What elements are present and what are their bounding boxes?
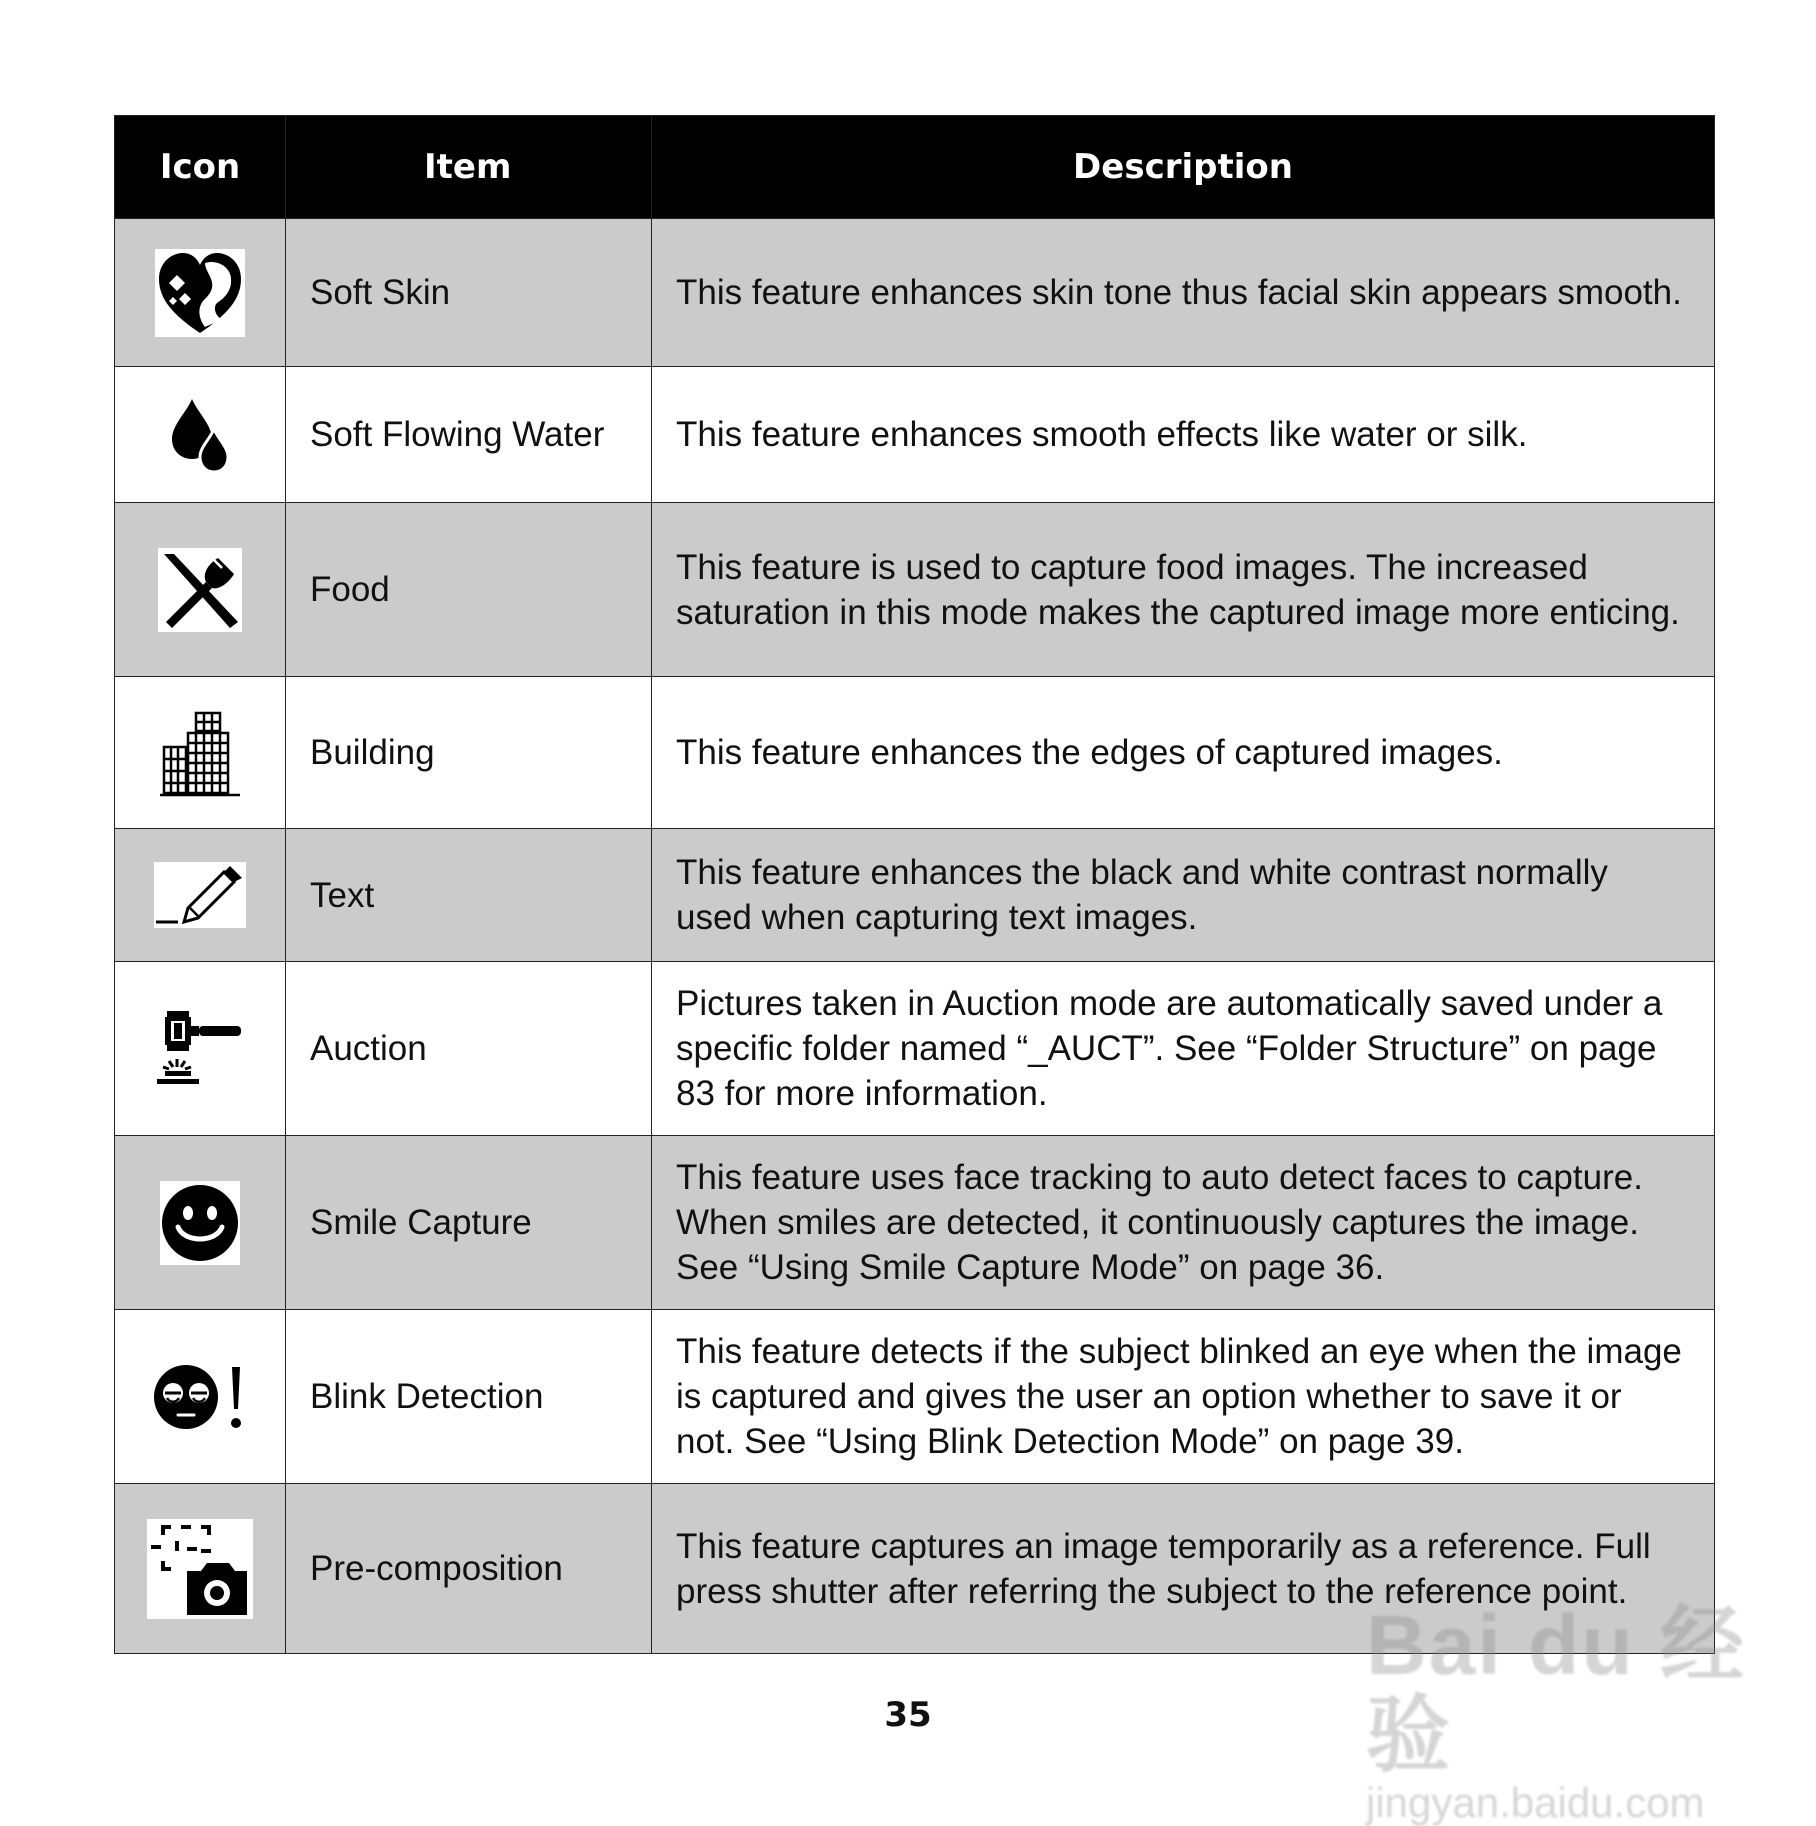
icon-cell <box>115 677 286 829</box>
description-cell: This feature enhances the black and white contrast normally used when capturing text images. <box>652 829 1715 962</box>
food-icon <box>158 548 242 632</box>
item-cell: Smile Capture <box>286 1136 652 1310</box>
description-cell: This feature enhances skin tone thus facial skin appears smooth. <box>652 219 1715 367</box>
table-row <box>115 1136 1715 1310</box>
item-cell: Pre-composition <box>286 1484 652 1654</box>
smile-icon <box>160 1181 240 1265</box>
table-row <box>115 829 1715 962</box>
watermark-logo: Bai du 经验 <box>1366 1598 1747 1782</box>
description-cell: This feature enhances the edges of captured images. <box>652 677 1715 829</box>
item-cell: Food <box>286 503 652 677</box>
table-row <box>115 503 1715 677</box>
icon-cell <box>115 1136 286 1310</box>
description-cell: This feature is used to capture food images. The increased saturation in this mode makes the captured image more enticing. <box>652 503 1715 677</box>
header-description: Description <box>652 116 1715 219</box>
header-icon: Icon <box>115 116 286 219</box>
icon-cell <box>115 219 286 367</box>
building-icon <box>158 709 242 797</box>
blink-detection-icon <box>152 1361 248 1433</box>
icon-cell <box>115 503 286 677</box>
page-number: 35 <box>884 1695 932 1735</box>
feature-table <box>114 115 1715 1654</box>
item-cell: Auction <box>286 962 652 1136</box>
table-row <box>115 677 1715 829</box>
header-item: Item <box>286 116 652 219</box>
auction-gavel-icon <box>155 1007 245 1091</box>
description-cell: This feature uses face tracking to auto detect faces to capture. When smiles are detected, it continuously captures the image. See “Using Smile Capture Mode” on page 36. <box>652 1136 1715 1310</box>
table-row <box>115 219 1715 367</box>
item-cell: Soft Flowing Water <box>286 367 652 503</box>
icon-cell <box>115 1484 286 1654</box>
icon-cell <box>115 962 286 1136</box>
table-row <box>115 1484 1715 1654</box>
pre-composition-icon <box>147 1519 253 1619</box>
icon-cell <box>115 367 286 503</box>
description-cell: This feature detects if the subject blinked an eye when the image is captured and gives the user an option whether to save it or not. See “Using Blink Detection Mode” on page 39. <box>652 1310 1715 1484</box>
text-pencil-icon <box>154 862 246 928</box>
icon-cell <box>115 829 286 962</box>
table-row <box>115 1310 1715 1484</box>
water-drops-icon <box>164 395 236 475</box>
item-cell: Building <box>286 677 652 829</box>
item-cell: Soft Skin <box>286 219 652 367</box>
icon-cell <box>115 1310 286 1484</box>
item-cell: Text <box>286 829 652 962</box>
soft-skin-icon <box>155 249 245 337</box>
watermark-url: jingyan.baidu.com <box>1366 1779 1705 1826</box>
description-cell: This feature enhances smooth effects like water or silk. <box>652 367 1715 503</box>
table-row <box>115 367 1715 503</box>
item-cell: Blink Detection <box>286 1310 652 1484</box>
table-header-row <box>115 116 1715 219</box>
description-cell: This feature captures an image temporarily as a reference. Full press shutter after referring the subject to the reference point. <box>652 1484 1715 1654</box>
description-cell: Pictures taken in Auction mode are automatically saved under a specific folder named “_AUCT”. See “Folder Structure” on page 83 for more information. <box>652 962 1715 1136</box>
table-row <box>115 962 1715 1136</box>
